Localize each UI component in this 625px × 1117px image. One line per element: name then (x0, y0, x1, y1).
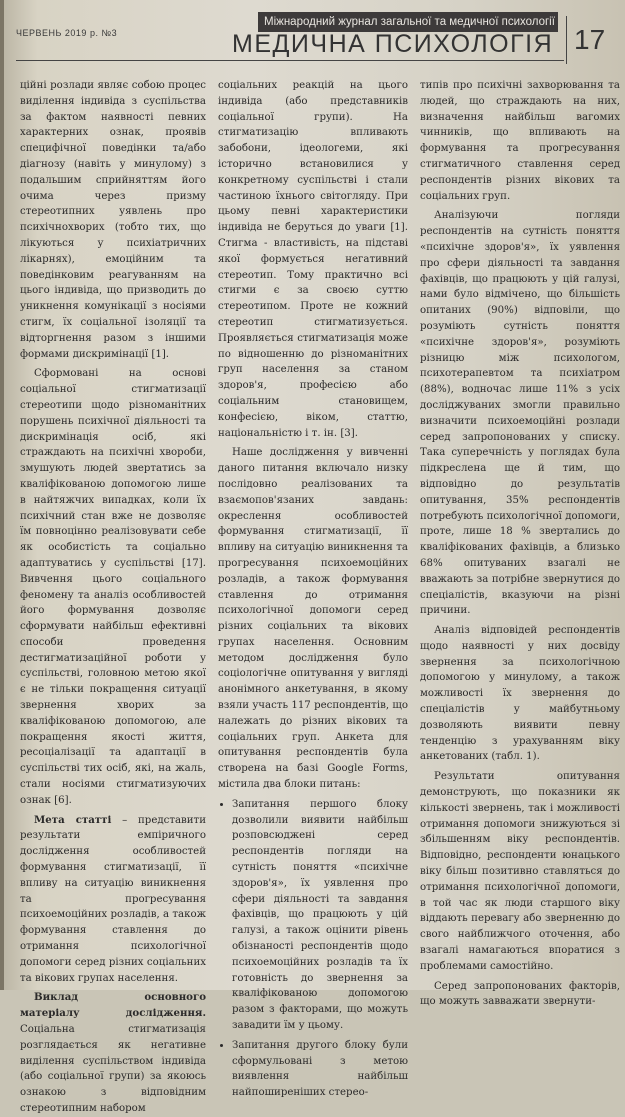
header-rule (16, 60, 564, 61)
issue-date: ЧЕРВЕНЬ 2019 р. №3 (16, 28, 118, 38)
aim-lead: Мета статті (34, 813, 112, 826)
paragraph: типів про психічні захворювання та людей, що страждають на них, визначення найбільш вагомих чинників, що впливають на формування та прогресування стигматичного ставлення серед респондентів різних вікових та соціальних груп. (420, 80, 620, 202)
question-blocks-list (218, 797, 408, 1101)
paragraph: Серед запропонованих факторів, що можуть завважати звернути- (420, 980, 620, 1008)
paragraph: Аналіз відповідей респондентів щодо наявності у них досвіду звернення за психологічною допомогою у минулому, а також можливості їх звернення до спеціалістів у майбутньому дозволяють виявити певну тенденцію з урахуванням віку анкетованих (табл. 1). (420, 625, 620, 763)
page-number: 17 (574, 24, 606, 55)
paragraph: ційні розлади являє собою процес виділення індивіда з суспільства за фактом наявності певних характерних ознак, проявів специфічної поведінки та/або діагнозу (навіть у минулому) з подальшим сприйняттям його очима через призму стереотипних уявлень про психічнохворих (тобто тих, що лікуються у психіатричних лікарнях), емоційним та поведінковим реагуванням на цього індивіда, що призводить до уникнення комунікації з носіями стигм, їх соціальної ізоляції та відторгнення разом з іншими формами дискримінації [1]. (20, 80, 206, 360)
text-column-1 (20, 78, 206, 1114)
paragraph-main (20, 990, 206, 1116)
paragraph: Результати опитування демонструють, що показники як кількості звернень, так і можливості отримання допомоги знижуються зі збільшенням віку респондентів. Відповідно, респонденти юнацького віку більш позитивно ставляться до отримання психологічної допомоги, в той час як люди старшого віку віддають перевагу або зверненню до свого найближчого оточення, або взагалі намагаються впоратися з проблемами самостійно. (420, 771, 620, 972)
journal-title-bar: Міжнародний журнал загальної та медичної психології (258, 12, 558, 32)
paragraph-aim (20, 813, 206, 987)
main-text: Соціальна стигматизація розглядається як негативне виділення суспільством індивіда (або соціальної групи) за якоюсь ознакою з відповідним стереотипним набором (20, 1024, 206, 1114)
paragraph: Аналізуючи погляди респондентів на сутність поняття «психічне здоров'я», їх уявлення про сфери діяльності та завдання фахівців, що працюють у цій галузі, нами було відмічено, що більшість опитаних (90%) відповіли, що розуміють сутність поняття «психічне здоров'я», розуміють різницю між психологом, психотерапевтом та психіатром (88%), водночас лише 11% з усіх досліджуваних змогли правильно визначити психоемоційні розлади серед запропонованих у списку. Така суперечність у поглядах була підкреслена ще й тим, що відповідно до результатів опитування, 35% респондентів потребують психологічної допомоги, проте, лише 18 % звертались до кваліфікованих фахівців, а близько 68% опитуваних взагалі не вважають за потрібне звернутися до спеціалістів, вказуючи на різні причини. (420, 210, 620, 617)
text-column-3 (420, 78, 620, 1008)
aim-text: – представити результати емпіричного дослідження особливостей формування стигматизації, її впливу на ситуацію виникнення та прогресування психоемоційних розладів, а також формування ставлення до отримання психологічної допомоги серед різних соціальних та вікових групах населення. (20, 814, 206, 984)
paragraph: Наше дослідження у вивченні даного питання включало низку послідовно реалізованих та взаємопов'язаних завдань: окреслення особливостей формування стигматизації, її впливу на ситуацію виникнення та прогресування психоемоційних розладів, а також формування ставлення до отримання психологічної допомоги серед різних соціальних та вікових групах населення. Основним методом дослідження було соціологічне опитування у вигляді анонімного анкетування, в якому взяли участь 117 респондентів, що належать до різних вікових та соціальних груп. Анкета для опитування респондентів була створена на базі Google Forms, містила два блоки питань: (218, 447, 408, 791)
list-item: • Запитання другого блоку були сформульовані з метою виявлення найбільш найпоширеніших стерео- (232, 1038, 408, 1101)
main-lead: Виклад основного матеріалу дослідження. (20, 991, 206, 1020)
section-title: МЕДИЧНА ПСИХОЛОГІЯ (232, 30, 554, 58)
list-item: • Запитання першого блоку дозволили виявити найбільш розповсюджені серед респондентів погляди на сутність поняття «психічне здоров'я», їх уявлення про сфери діяльності та завдання фахівців, що працюють у цій галузі, а також оцінити рівень обізнаності респондентів щодо психоемоційних розладів та їх готовність до звернення за кваліфікованою допомогою разом з факторами, що можуть завадити їм у цьому. (232, 797, 408, 1034)
paragraph: Сформовані на основі соціальної стигматизації стереотипи щодо різноманітних порушень психічної діяльності та дискримінація осіб, які страждають на психічні хвороби, змушують людей звертатись за кваліфікованою допомогою лише в найтяжчих випадках, коли їх психічний стан вже не дозволяє їм повноцінно реалізовувати себе як особистість та соціально адаптуватись у суспільстві [17]. Вивчення цього соціального феномену та аналіз особливостей його формування дозволяє сформувати найбільш ефективні способи проведення дестигматизаційної роботи у суспільстві, головною метою якої є не тільки покращення ситуації звернення хворих за кваліфікованою допомогою, але покращення якості життя, ресоціалізації та адаптації в суспільстві тих осіб, які, на жаль, стали носіями стигматизуючих ознак [6]. (20, 368, 206, 806)
paragraph: соціальних реакцій на цього індивіда (або представників соціальної групи). На стигматизацію впливають забобони, ідеологеми, які історично встановилися у конкретному суспільстві і стали частиною їхнього світогляду. При цьому певні характеристики індивіда не беруться до уваги [1]. Стигма - властивість, на підставі якої формується негативний стереотип. Тому практично всі стигми є за своєю суттю стереотипом. Проте не кожний стереотип стигматизується. Проявляється стигматизація може по відношенню до різноманітних груп населення за станом здоров'я, професією або соціальним становищем, конфесією, віком, статтю, національністю і т. ін. [3]. (218, 80, 408, 439)
header-divider (566, 16, 567, 64)
page-gutter-shadow (0, 0, 4, 990)
text-column-2 (218, 78, 408, 1099)
